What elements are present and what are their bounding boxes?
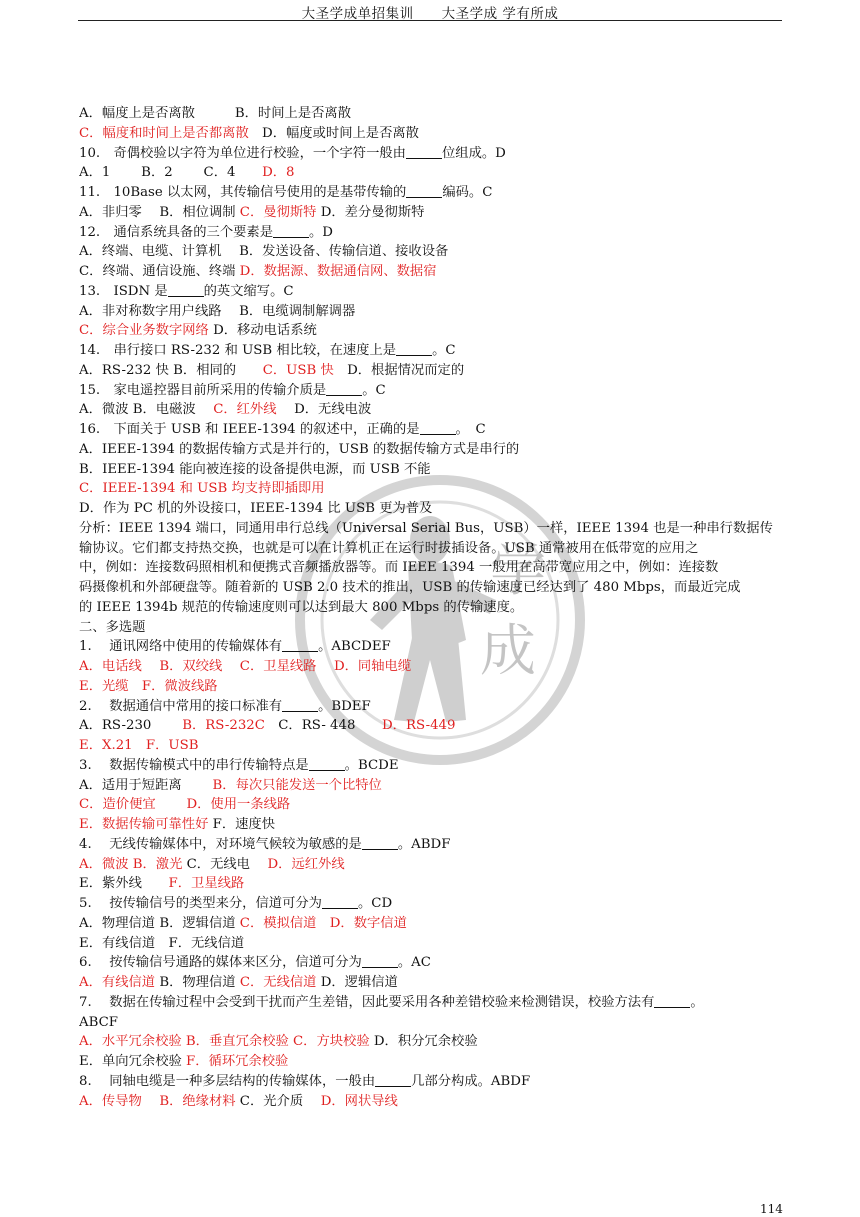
- line-text: 1. 通讯网络中使用的传输媒体有: [79, 639, 283, 655]
- line-text: 中，例如：连接数码照相机和便携式音频播放器等。而 IEEE 1394 一般用在高带宽应用之中，例如：连接数: [79, 560, 719, 576]
- line-text: 。CD: [357, 896, 393, 911]
- text-line: [79, 341, 785, 361]
- line-text: 。BCDE: [344, 757, 399, 773]
- text-line: [79, 795, 785, 815]
- line-text: C．终端、通信设施、终端: [79, 264, 240, 279]
- line-text: 的英文缩写。C: [203, 283, 294, 299]
- answer-blank: [406, 145, 442, 159]
- line-text: C．RS- 448: [264, 718, 383, 734]
- line-text: 分析：IEEE 1394 端口，同通用串行总线（Universal Serial Bus，USB）一样，IEEE 1394 也是一种串行数据传: [79, 520, 773, 536]
- line-text: 5. 按传输信号的类型来分，信道可分为: [79, 896, 322, 911]
- answer-text: D．远红外线: [267, 856, 345, 872]
- text-line: [79, 163, 785, 183]
- text-line: [79, 815, 785, 835]
- answer-text: E．X.21 F．USB: [79, 738, 199, 753]
- answer-text: C．造价便宜 D．使用一条线路: [79, 797, 291, 813]
- line-text: 14. 串行接口 RS-232 和 USB 相比较，在速度上是: [79, 343, 397, 358]
- text-line: [79, 716, 785, 736]
- line-text: 位组成。D: [441, 145, 506, 161]
- answer-text: A．有线信道: [79, 975, 156, 990]
- line-text: D．差分曼彻斯特: [316, 204, 425, 220]
- text-line: [79, 400, 785, 420]
- text-line: [79, 697, 785, 717]
- text-line: [79, 953, 785, 973]
- watermark-char-2: 成: [480, 619, 536, 684]
- text-line: [79, 104, 785, 124]
- answer-text: A．电话线 B．双绞线 C．卫星线路 D．同轴电缆: [79, 659, 412, 674]
- answer-text: C．IEEE-1394 和 USB 均支持即插即用: [79, 481, 325, 497]
- text-line: [79, 578, 785, 598]
- line-text: 11. 10Base 以太网，其传输信号使用的是基带传输的: [79, 185, 407, 200]
- text-line: [79, 637, 785, 657]
- text-line: [79, 736, 785, 756]
- line-text: E．单向冗余校验: [79, 1054, 187, 1069]
- text-line: [79, 479, 785, 499]
- line-text: 。BDEF: [318, 698, 371, 714]
- answer-text: B．每次只能发送一个比特位: [212, 777, 382, 793]
- text-line: [79, 874, 785, 894]
- line-text: C．光介质: [235, 1093, 321, 1109]
- answer-text: D．数据源、数据通信网、数据宿: [239, 264, 437, 279]
- line-text: D．逻辑信道: [316, 975, 398, 990]
- text-line: [79, 677, 785, 697]
- document-body: [79, 104, 785, 1111]
- answer-text: C．USB 快: [262, 362, 334, 378]
- line-text: D．幅度或时间上是否离散: [248, 125, 419, 141]
- answer-text: A．水平冗余校验 B．垂直冗余校验 C．方块校验: [79, 1034, 370, 1050]
- answer-text: E．光缆 F．微波线路: [79, 678, 218, 694]
- answer-text: C．综合业务数字网络: [79, 323, 209, 339]
- answer-blank: [309, 757, 345, 771]
- line-text: 3. 数据传输模式中的串行传输特点是: [79, 757, 309, 773]
- line-text: A．微波 B．电磁波: [79, 402, 214, 418]
- text-line: [79, 914, 785, 934]
- answer-blank: [406, 184, 442, 198]
- line-text: 16. 下面关于 USB 和 IEEE-1394 的叙述中，正确的是: [79, 422, 420, 437]
- text-line: [79, 894, 785, 914]
- text-line: [79, 934, 785, 954]
- text-line: [79, 223, 785, 243]
- text-line: [79, 519, 785, 539]
- line-text: A．非对称数字用户线路 B．电缆调制解调器: [79, 303, 356, 319]
- answer-blank: [362, 954, 398, 968]
- text-line: [79, 203, 785, 223]
- line-text: 二、多选题: [79, 619, 146, 635]
- answer-text: C．模拟信道 D．数字信道: [239, 915, 407, 931]
- text-line: [79, 361, 785, 381]
- line-text: ABCF: [79, 1014, 119, 1030]
- line-text: D．积分冗余校验: [369, 1034, 478, 1050]
- line-text: A．IEEE-1394 的数据传输方式是并行的，USB 的数据传输方式是串行的: [79, 441, 520, 457]
- line-text: D．作为 PC 机的外设接口，IEEE-1394 比 USB 更为普及: [79, 501, 433, 516]
- line-text: F．速度快: [208, 817, 276, 832]
- text-line: [79, 499, 785, 519]
- text-line: [79, 321, 785, 341]
- answer-blank: [282, 698, 318, 712]
- line-text: 7. 数据在传输过程中会受到干扰而产生差错，因此要采用各种差错校验来检测错误，校验方法有: [79, 994, 655, 1010]
- answer-text: D．网状导线: [320, 1093, 398, 1109]
- text-line: [79, 1032, 785, 1052]
- answer-text: D．8: [262, 165, 295, 181]
- line-text: D．根据情况而定的: [333, 362, 465, 378]
- answer-text: E．数据传输可靠性好: [79, 817, 209, 832]
- text-line: [79, 756, 785, 776]
- page-number: 114: [760, 1202, 783, 1216]
- line-text: D．无线电波: [276, 402, 372, 418]
- text-line: [79, 1052, 785, 1072]
- line-text: 15. 家电遥控器目前所采用的传输介质是: [79, 382, 327, 398]
- answer-blank: [375, 1073, 411, 1087]
- line-text: B．IEEE-1394 能向被连接的设备提供电源，而 USB 不能: [79, 461, 431, 477]
- line-text: 。C: [432, 343, 456, 358]
- line-text: A．RS-230: [79, 718, 183, 734]
- line-text: 输协议。它们都支持热交换，也就是可以在计算机正在运行时拔插设备。USB 通常被用在低带宽的应用之: [79, 540, 699, 556]
- line-text: C．无线电: [182, 856, 268, 872]
- line-text: E．紫外线: [79, 876, 169, 892]
- text-line: [79, 144, 785, 164]
- line-text: 。 C: [455, 422, 486, 437]
- text-line: [79, 282, 785, 302]
- answer-blank: [396, 342, 432, 356]
- line-text: A．物理信道 B．逻辑信道: [79, 915, 240, 931]
- line-text: 编码。C: [442, 185, 493, 200]
- text-line: [79, 262, 785, 282]
- line-text: E．有线信道 F．无线信道: [79, 935, 245, 951]
- line-text: 4. 无线传输媒体中，对环境气候较为敏感的是: [79, 836, 362, 852]
- text-line: [79, 1092, 785, 1112]
- text-line: [79, 776, 785, 796]
- text-line: [79, 124, 785, 144]
- text-line: [79, 558, 785, 578]
- line-text: 10. 奇偶校验以字符为单位进行校验，一个字符一般由: [79, 145, 406, 161]
- line-text: D．移动电话系统: [208, 323, 317, 339]
- text-line: [79, 855, 785, 875]
- line-text: 码摄像机和外部硬盘等。随着新的 USB 2.0 技术的推出，USB 的传输速度已经达到了 480 Mbps，而最近完成: [79, 580, 741, 595]
- text-line: [79, 381, 785, 401]
- answer-text: D．RS-449: [382, 718, 456, 734]
- answer-text: F．卫星线路: [168, 876, 245, 892]
- text-line: [79, 973, 785, 993]
- text-line: [79, 618, 785, 638]
- answer-blank: [168, 283, 204, 297]
- text-line: [79, 835, 785, 855]
- line-text: 。C: [362, 382, 386, 398]
- text-line: [79, 183, 785, 203]
- line-text: A．幅度上是否离散 B．时间上是否离散: [79, 106, 352, 121]
- answer-blank: [362, 836, 398, 850]
- line-text: 2. 数据通信中常用的接口标准有: [79, 698, 283, 714]
- line-text: 13. ISDN 是: [79, 283, 168, 299]
- answer-text: B．RS-232C: [182, 718, 265, 734]
- text-line: [79, 420, 785, 440]
- watermark-char-1: 学: [490, 539, 546, 604]
- line-text: A．非归零 B．相位调制: [79, 204, 240, 220]
- line-text: 。AC: [397, 955, 431, 971]
- text-line: [79, 993, 785, 1013]
- text-line: [79, 460, 785, 480]
- line-text: 的 IEEE 1394b 规范的传输速度则可以达到最大 800 Mbps 的传输速度。: [79, 599, 524, 615]
- answer-text: C．红外线: [213, 402, 277, 418]
- line-text: A．1 B．2 C．4: [79, 165, 263, 181]
- answer-blank: [420, 421, 456, 435]
- answer-text: C．幅度和时间上是否都离散: [79, 125, 249, 141]
- text-line: [79, 598, 785, 618]
- line-text: 。D: [309, 224, 333, 240]
- line-text: 。: [690, 994, 704, 1010]
- text-line: [79, 302, 785, 322]
- answer-blank: [282, 638, 318, 652]
- line-text: 。ABDF: [397, 836, 451, 852]
- line-text: 几部分构成。ABDF: [411, 1073, 531, 1089]
- text-line: [79, 1013, 785, 1033]
- line-text: 8. 同轴电缆是一种多层结构的传输媒体，一般由: [79, 1073, 376, 1089]
- header-rule: [78, 20, 782, 21]
- answer-text: C．无线信道: [239, 975, 317, 990]
- text-line: [79, 657, 785, 677]
- line-text: A．终端、电缆、计算机 B．发送设备、传输信道、接收设备: [79, 244, 449, 260]
- answer-blank: [654, 994, 690, 1008]
- line-text: 。ABCDEF: [318, 639, 391, 655]
- answer-text: F．循环冗余校验: [186, 1054, 289, 1069]
- text-line: [79, 1072, 785, 1092]
- answer-blank: [322, 895, 358, 909]
- line-text: A．适用于短距离: [79, 777, 213, 793]
- answer-text: A．微波 B．激光: [79, 856, 183, 872]
- line-text: B．物理信道: [155, 975, 240, 990]
- text-line: [79, 440, 785, 460]
- line-text: 12. 通信系统具备的三个要素是: [79, 224, 274, 240]
- answer-blank: [273, 224, 309, 238]
- text-line: [79, 539, 785, 559]
- answer-text: C．曼彻斯特: [239, 204, 317, 220]
- text-line: [79, 242, 785, 262]
- page-header: 大圣学成单招集训 大圣学成 学有所成: [301, 6, 559, 22]
- answer-blank: [326, 382, 362, 396]
- answer-text: A．传导物 B．绝缘材料: [79, 1093, 236, 1109]
- line-text: A．RS-232 快 B．相同的: [79, 362, 263, 378]
- line-text: 6. 按传输信号通路的媒体来区分，信道可分为: [79, 955, 362, 971]
